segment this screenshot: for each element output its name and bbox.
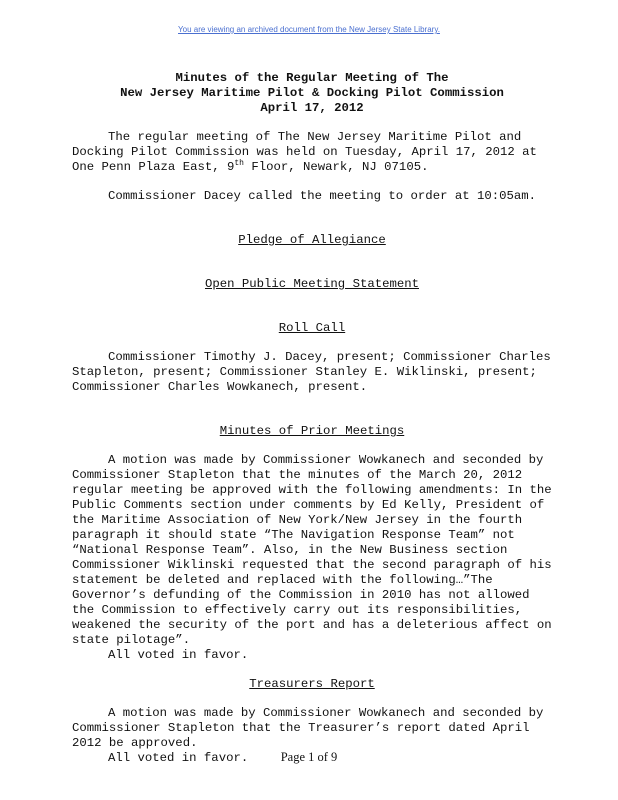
heading-pledge: Pledge of Allegiance xyxy=(238,233,386,247)
title-line-2: New Jersey Maritime Pilot & Docking Pilot Commission xyxy=(120,86,504,100)
call-to-order-paragraph: Commissioner Dacey called the meeting to order at 10:05am. xyxy=(108,189,537,203)
intro-text-a: The regular meeting of The New Jersey Maritime Pilot and Docking Pilot Commission was held on Tuesday, April 17, 2012 at One Penn Plaza East, 9 xyxy=(72,130,537,174)
minutes-vote: All voted in favor. xyxy=(108,648,249,662)
treasurers-paragraph: A motion was made by Commissioner Wowkanech and seconded by Commissioner Stapleton that the Treasurer’s report dated April 2012 be approved. xyxy=(72,706,544,750)
heading-open-meeting: Open Public Meeting Statement xyxy=(204,277,419,291)
treasurers-vote: All voted in favor. xyxy=(108,751,249,765)
archive-notice-link[interactable]: You are viewing an archived document from the New Jersey State Library. xyxy=(178,25,440,34)
roll-call-paragraph: Commissioner Timothy J. Dacey, present; Commissioner Charles Stapleton, present; Commissioner Stanley E. Wiklinski, present; Commissioner Charles Wowkanech, present. xyxy=(72,350,551,394)
intro-text-b: Floor, Newark, NJ 07105. xyxy=(243,160,429,174)
intro-superscript: th xyxy=(234,158,244,168)
heading-roll-call: Roll Call xyxy=(278,321,346,335)
title-line-1: Minutes of the Regular Meeting of The xyxy=(175,71,449,85)
heading-minutes: Minutes of Prior Meetings xyxy=(219,424,405,438)
document-body xyxy=(72,71,552,766)
document-title xyxy=(72,71,552,116)
page-number: Page 1 of 9 xyxy=(280,750,338,764)
intro-paragraph xyxy=(72,130,552,175)
heading-treasurers: Treasurers Report xyxy=(249,677,375,691)
minutes-paragraph: A motion was made by Commissioner Wowkanech and seconded by Commissioner Stapleton that the minutes of the March 20, 2012 regular meeting be approved with the following amendments: In the Public Comments section under comments by Ed Kelly, President of the Maritime Association of New York/New Jersey in the fourth paragraph it should state “The Navigation Response Team” not “National Response Team”. Also, in the New Business section Commissioner Wiklinski requested that the second paragraph of his statement be deleted and replaced with the following…”The Governor’s defunding of the Commission in 2010 has not allowed the Commission to effectively carry out its responsibilities, weakened the security of the port and has a deleterious affect on state pilotage”. xyxy=(72,453,552,647)
title-line-3: April 17, 2012 xyxy=(260,101,364,115)
